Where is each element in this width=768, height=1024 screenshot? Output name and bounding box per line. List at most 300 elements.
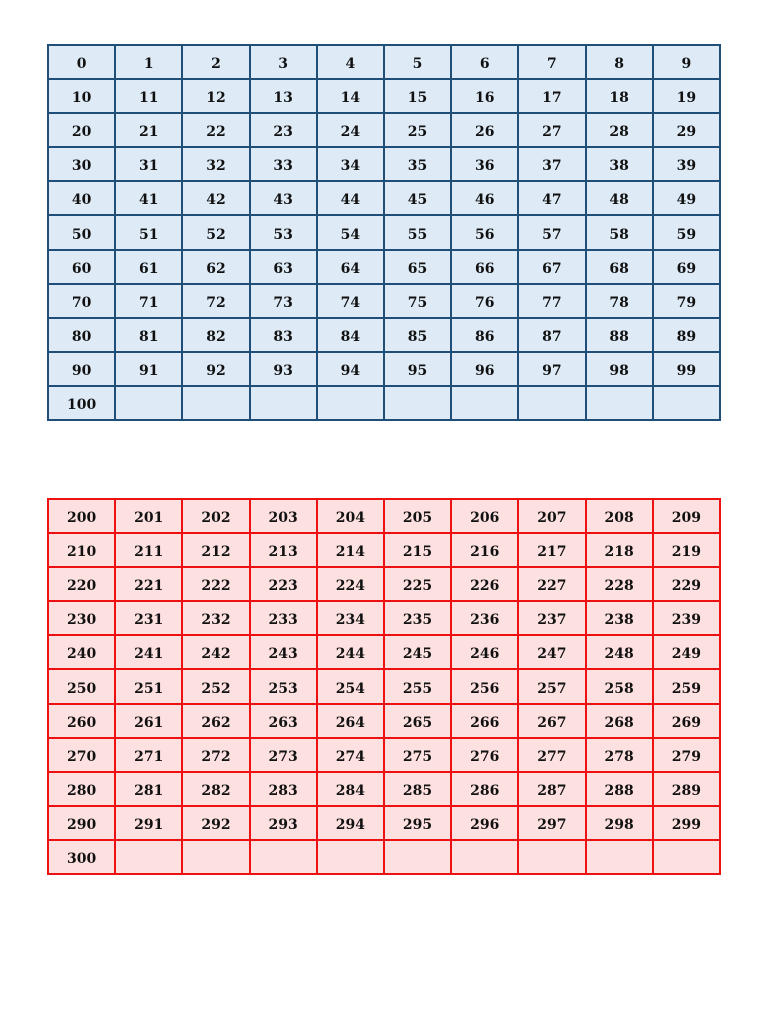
cell-number: 213	[268, 544, 298, 561]
cell-number: 28	[609, 124, 629, 141]
grid-cell	[250, 704, 317, 738]
cell-number: 298	[604, 816, 634, 833]
grid-cell	[115, 840, 182, 874]
grid-cell	[115, 738, 182, 772]
cell-number: 242	[201, 646, 231, 663]
cell-number: 18	[609, 90, 629, 107]
cell-number: 253	[268, 680, 298, 697]
grid-cell	[317, 181, 384, 215]
cell-number: 36	[474, 158, 495, 175]
grid-cell	[586, 635, 653, 669]
grid-cell	[586, 181, 653, 215]
grid-cell	[451, 635, 518, 669]
cell-number: 57	[542, 226, 562, 243]
grid-cell	[182, 181, 249, 215]
grid-cell	[182, 738, 249, 772]
grid-cell	[182, 772, 249, 806]
grid-cell	[518, 352, 585, 386]
grid-cell	[451, 738, 518, 772]
table-row	[48, 284, 720, 318]
grid-cell	[451, 567, 518, 601]
grid-cell	[451, 806, 518, 840]
cell-number: 291	[134, 816, 164, 833]
cell-number: 87	[542, 328, 562, 345]
grid-cell	[586, 567, 653, 601]
grid-cell	[451, 45, 518, 79]
table-row	[48, 318, 720, 352]
table-row	[48, 533, 720, 567]
grid-cell	[250, 215, 317, 249]
grid-cell	[653, 147, 720, 181]
grid-cell	[250, 533, 317, 567]
cell-number: 208	[604, 510, 634, 527]
table-row	[48, 113, 720, 147]
grid-cell	[250, 567, 317, 601]
grid-cell	[586, 79, 653, 113]
cell-number: 212	[201, 544, 231, 561]
table-row	[48, 215, 720, 249]
grid-cell	[451, 215, 518, 249]
grid-cell	[384, 318, 451, 352]
cell-number: 276	[470, 748, 500, 765]
cell-number: 201	[134, 510, 164, 527]
grid-cell	[653, 601, 720, 635]
grid-cell	[48, 79, 115, 113]
grid-cell	[317, 738, 384, 772]
grid-cell	[115, 215, 182, 249]
grid-cell	[384, 635, 451, 669]
cell-number: 223	[268, 578, 298, 595]
cell-number: 99	[676, 362, 697, 379]
cell-number: 296	[470, 816, 500, 833]
grid-cell	[451, 250, 518, 284]
grid-cell	[518, 704, 585, 738]
grid-cell	[317, 79, 384, 113]
cell-number: 13	[273, 90, 293, 107]
cell-number: 61	[139, 260, 159, 277]
table-row	[48, 45, 720, 79]
cell-number: 299	[671, 816, 701, 833]
cell-number: 274	[335, 748, 365, 765]
cell-number: 5	[412, 56, 423, 73]
cell-number: 37	[542, 158, 562, 175]
grid-cell	[115, 499, 182, 533]
grid-cell	[182, 601, 249, 635]
cell-number: 289	[671, 782, 701, 799]
cell-number: 33	[273, 158, 293, 175]
cell-number: 97	[542, 362, 562, 379]
grid-cell	[384, 738, 451, 772]
cell-number: 69	[676, 260, 697, 277]
grid-cell	[115, 806, 182, 840]
grid-cell	[586, 806, 653, 840]
grid-cell	[586, 386, 653, 420]
grid-cell	[586, 669, 653, 703]
grid-cell	[384, 772, 451, 806]
grid-cell	[182, 113, 249, 147]
cell-number: 3	[278, 56, 289, 73]
cell-number: 236	[470, 612, 500, 629]
cell-number: 100	[66, 396, 97, 413]
cell-number: 252	[201, 680, 231, 697]
cell-number: 235	[402, 612, 433, 629]
grid-cell	[250, 113, 317, 147]
grid-cell	[48, 601, 115, 635]
cell-number: 8	[614, 56, 624, 73]
cell-number: 211	[134, 544, 164, 561]
cell-number: 226	[470, 578, 500, 595]
cell-number: 91	[139, 362, 159, 379]
grid-cell	[518, 772, 585, 806]
cell-number: 266	[470, 714, 500, 731]
grid-cell	[48, 318, 115, 352]
cell-number: 15	[407, 90, 428, 107]
cell-number: 75	[407, 294, 428, 311]
cell-number: 293	[268, 816, 298, 833]
grid-cell	[451, 669, 518, 703]
cell-number: 62	[206, 260, 226, 277]
cell-number: 290	[66, 816, 97, 833]
cell-number: 58	[609, 226, 629, 243]
cell-number: 244	[335, 646, 365, 663]
grid-cell	[317, 113, 384, 147]
grid-cell	[115, 601, 182, 635]
cell-number: 1	[143, 56, 154, 73]
grid-cell	[451, 181, 518, 215]
cell-number: 65	[407, 260, 428, 277]
grid-cell	[115, 79, 182, 113]
grid-cell	[451, 499, 518, 533]
grid-cell	[518, 45, 585, 79]
cell-number: 78	[609, 294, 629, 311]
cell-number: 234	[335, 612, 365, 629]
cell-number: 222	[201, 578, 231, 595]
grid-cell	[48, 215, 115, 249]
cell-number: 11	[139, 90, 159, 107]
cell-number: 272	[201, 748, 231, 765]
cell-number: 7	[547, 56, 557, 73]
grid-cell	[451, 79, 518, 113]
cell-number: 20	[71, 124, 92, 141]
table-row	[48, 806, 720, 840]
cell-number: 68	[609, 260, 629, 277]
cell-number: 98	[609, 362, 629, 379]
table-row	[48, 669, 720, 703]
grid-cell	[250, 772, 317, 806]
cell-number: 279	[671, 748, 701, 765]
grid-cell	[384, 284, 451, 318]
grid-cell	[384, 215, 451, 249]
cell-number: 0	[76, 56, 87, 73]
cell-number: 31	[139, 158, 159, 175]
cell-number: 269	[671, 714, 701, 731]
grid-cell	[586, 147, 653, 181]
grid-cell	[48, 533, 115, 567]
cell-number: 262	[201, 714, 231, 731]
grid-cell	[518, 840, 585, 874]
grid-cell	[182, 45, 249, 79]
cell-number: 29	[676, 124, 697, 141]
cell-number: 22	[206, 124, 226, 141]
cell-number: 24	[340, 124, 361, 141]
grid-cell	[518, 567, 585, 601]
cell-number: 76	[474, 294, 495, 311]
cell-number: 26	[474, 124, 495, 141]
cell-number: 261	[134, 714, 164, 731]
cell-number: 241	[134, 646, 164, 663]
grid-cell	[586, 738, 653, 772]
cell-number: 217	[537, 544, 567, 561]
cell-number: 263	[268, 714, 298, 731]
grid-cell	[317, 635, 384, 669]
cell-number: 231	[134, 612, 164, 629]
grid-cell	[653, 113, 720, 147]
cell-number: 219	[671, 544, 701, 561]
grid-cell	[384, 113, 451, 147]
grid-cell	[250, 601, 317, 635]
cell-number: 203	[268, 510, 298, 527]
grid-cell	[182, 147, 249, 181]
cell-number: 43	[273, 192, 293, 209]
grid-cell	[317, 250, 384, 284]
cell-number: 30	[71, 158, 92, 175]
cell-number: 245	[402, 646, 433, 663]
cell-number: 214	[335, 544, 365, 561]
grid-cell	[182, 386, 249, 420]
grid-cell	[317, 386, 384, 420]
cell-number: 38	[609, 158, 629, 175]
grid-cell	[451, 772, 518, 806]
table-row	[48, 79, 720, 113]
grid-cell	[48, 181, 115, 215]
cell-number: 95	[407, 362, 428, 379]
grid-cell	[250, 806, 317, 840]
cell-number: 207	[537, 510, 567, 527]
cell-number: 48	[609, 192, 629, 209]
grid-cell	[586, 840, 653, 874]
cell-number: 200	[66, 510, 97, 527]
grid-cell	[586, 533, 653, 567]
table-row	[48, 738, 720, 772]
cell-number: 228	[604, 578, 634, 595]
grid-cell	[250, 79, 317, 113]
cell-number: 237	[537, 612, 567, 629]
cell-number: 292	[201, 816, 231, 833]
grid-cell	[317, 601, 384, 635]
cell-number: 25	[407, 124, 428, 141]
cell-number: 64	[340, 260, 361, 277]
cell-number: 79	[676, 294, 697, 311]
cell-number: 82	[206, 328, 226, 345]
grid-cell	[586, 250, 653, 284]
grid-cell	[586, 352, 653, 386]
grid-cell	[518, 181, 585, 215]
grid-cell	[48, 635, 115, 669]
grid-cell	[518, 499, 585, 533]
cell-number: 17	[542, 90, 562, 107]
grid-cell	[317, 533, 384, 567]
cell-number: 93	[273, 362, 293, 379]
grid-cell	[250, 147, 317, 181]
cell-number: 23	[273, 124, 293, 141]
cell-number: 52	[206, 226, 226, 243]
grid-cell	[317, 318, 384, 352]
cell-number: 12	[206, 90, 226, 107]
grid-cell	[384, 533, 451, 567]
grid-cell	[182, 567, 249, 601]
grid-cell	[250, 318, 317, 352]
cell-number: 300	[66, 850, 97, 867]
cell-number: 16	[474, 90, 495, 107]
grid-cell	[384, 601, 451, 635]
cell-number: 83	[273, 328, 293, 345]
grid-cell	[451, 386, 518, 420]
grid-cell	[182, 533, 249, 567]
cell-number: 39	[676, 158, 697, 175]
grid-cell	[48, 113, 115, 147]
grid-cell	[250, 386, 317, 420]
grid-cell	[586, 113, 653, 147]
cell-number: 281	[134, 782, 164, 799]
cell-number: 209	[671, 510, 701, 527]
table-row	[48, 601, 720, 635]
grid-cell	[250, 840, 317, 874]
grid-cell	[518, 113, 585, 147]
grid-cell	[182, 284, 249, 318]
cell-number: 27	[542, 124, 562, 141]
cell-number: 277	[537, 748, 567, 765]
cell-number: 255	[402, 680, 433, 697]
cell-number: 56	[474, 226, 495, 243]
grid-cell	[451, 318, 518, 352]
grid-cell	[653, 250, 720, 284]
table-row	[48, 250, 720, 284]
grid-cell	[451, 284, 518, 318]
cell-number: 265	[402, 714, 433, 731]
cell-number: 264	[335, 714, 365, 731]
grid-cell	[182, 635, 249, 669]
grid-cell	[653, 772, 720, 806]
grid-cell	[518, 635, 585, 669]
cell-number: 294	[335, 816, 365, 833]
grid-cell	[115, 772, 182, 806]
cell-number: 278	[604, 748, 634, 765]
cell-number: 230	[66, 612, 97, 629]
cell-number: 60	[71, 260, 92, 277]
cell-number: 257	[537, 680, 567, 697]
cell-number: 218	[604, 544, 634, 561]
cell-number: 238	[604, 612, 634, 629]
grid-cell	[384, 352, 451, 386]
cell-number: 81	[139, 328, 159, 345]
cell-number: 206	[470, 510, 500, 527]
cell-number: 221	[134, 578, 164, 595]
table-row	[48, 635, 720, 669]
grid-cell	[115, 386, 182, 420]
grid-cell	[182, 840, 249, 874]
grid-cell	[317, 840, 384, 874]
grid-cell	[653, 567, 720, 601]
grid-cell	[317, 499, 384, 533]
cell-number: 74	[340, 294, 361, 311]
cell-number: 229	[671, 578, 701, 595]
grid-cell	[317, 147, 384, 181]
cell-number: 44	[340, 192, 361, 209]
cell-number: 256	[470, 680, 500, 697]
cell-number: 270	[66, 748, 97, 765]
grid-cell	[115, 45, 182, 79]
grid-cell	[653, 840, 720, 874]
cell-number: 86	[474, 328, 495, 345]
grid-cell	[250, 738, 317, 772]
grid-cell	[586, 704, 653, 738]
grid-cell	[384, 386, 451, 420]
cell-number: 225	[402, 578, 433, 595]
cell-number: 66	[474, 260, 495, 277]
grid-cell	[317, 45, 384, 79]
cell-number: 220	[66, 578, 97, 595]
cell-number: 42	[206, 192, 226, 209]
grid-cell	[250, 284, 317, 318]
cell-number: 202	[201, 510, 231, 527]
cell-number: 73	[273, 294, 293, 311]
grid-cell	[653, 533, 720, 567]
grid-cell	[653, 181, 720, 215]
grid-cell	[586, 318, 653, 352]
cell-number: 54	[340, 226, 361, 243]
cell-number: 10	[71, 90, 92, 107]
grid-cell	[48, 45, 115, 79]
cell-number: 205	[402, 510, 433, 527]
cell-number: 41	[139, 192, 159, 209]
grid-cell	[653, 215, 720, 249]
cell-number: 90	[71, 362, 92, 379]
grid-cell	[182, 669, 249, 703]
cell-number: 280	[66, 782, 97, 799]
cell-number: 288	[604, 782, 634, 799]
grid-cell	[317, 352, 384, 386]
grid-cell	[384, 840, 451, 874]
grid-cell	[384, 499, 451, 533]
grid-cell	[518, 147, 585, 181]
cell-number: 94	[340, 362, 361, 379]
cell-number: 268	[604, 714, 634, 731]
cell-number: 267	[537, 714, 567, 731]
grid-cell	[518, 215, 585, 249]
cell-number: 67	[542, 260, 562, 277]
grid-cell	[653, 738, 720, 772]
cell-number: 249	[671, 646, 701, 663]
grid-cell	[250, 181, 317, 215]
table-row	[48, 352, 720, 386]
grid-cell	[586, 499, 653, 533]
grid-cell	[48, 772, 115, 806]
grid-cell	[451, 352, 518, 386]
cell-number: 260	[66, 714, 97, 731]
grid-cell	[182, 806, 249, 840]
cell-number: 240	[66, 646, 97, 663]
grid-cell	[451, 840, 518, 874]
cell-number: 232	[201, 612, 231, 629]
cell-number: 250	[66, 680, 97, 697]
cell-number: 251	[134, 680, 164, 697]
cell-number: 19	[676, 90, 697, 107]
grid-cell	[182, 215, 249, 249]
cell-number: 49	[676, 192, 697, 209]
grid-cell	[653, 669, 720, 703]
cell-number: 40	[71, 192, 92, 209]
grid-cell	[451, 601, 518, 635]
